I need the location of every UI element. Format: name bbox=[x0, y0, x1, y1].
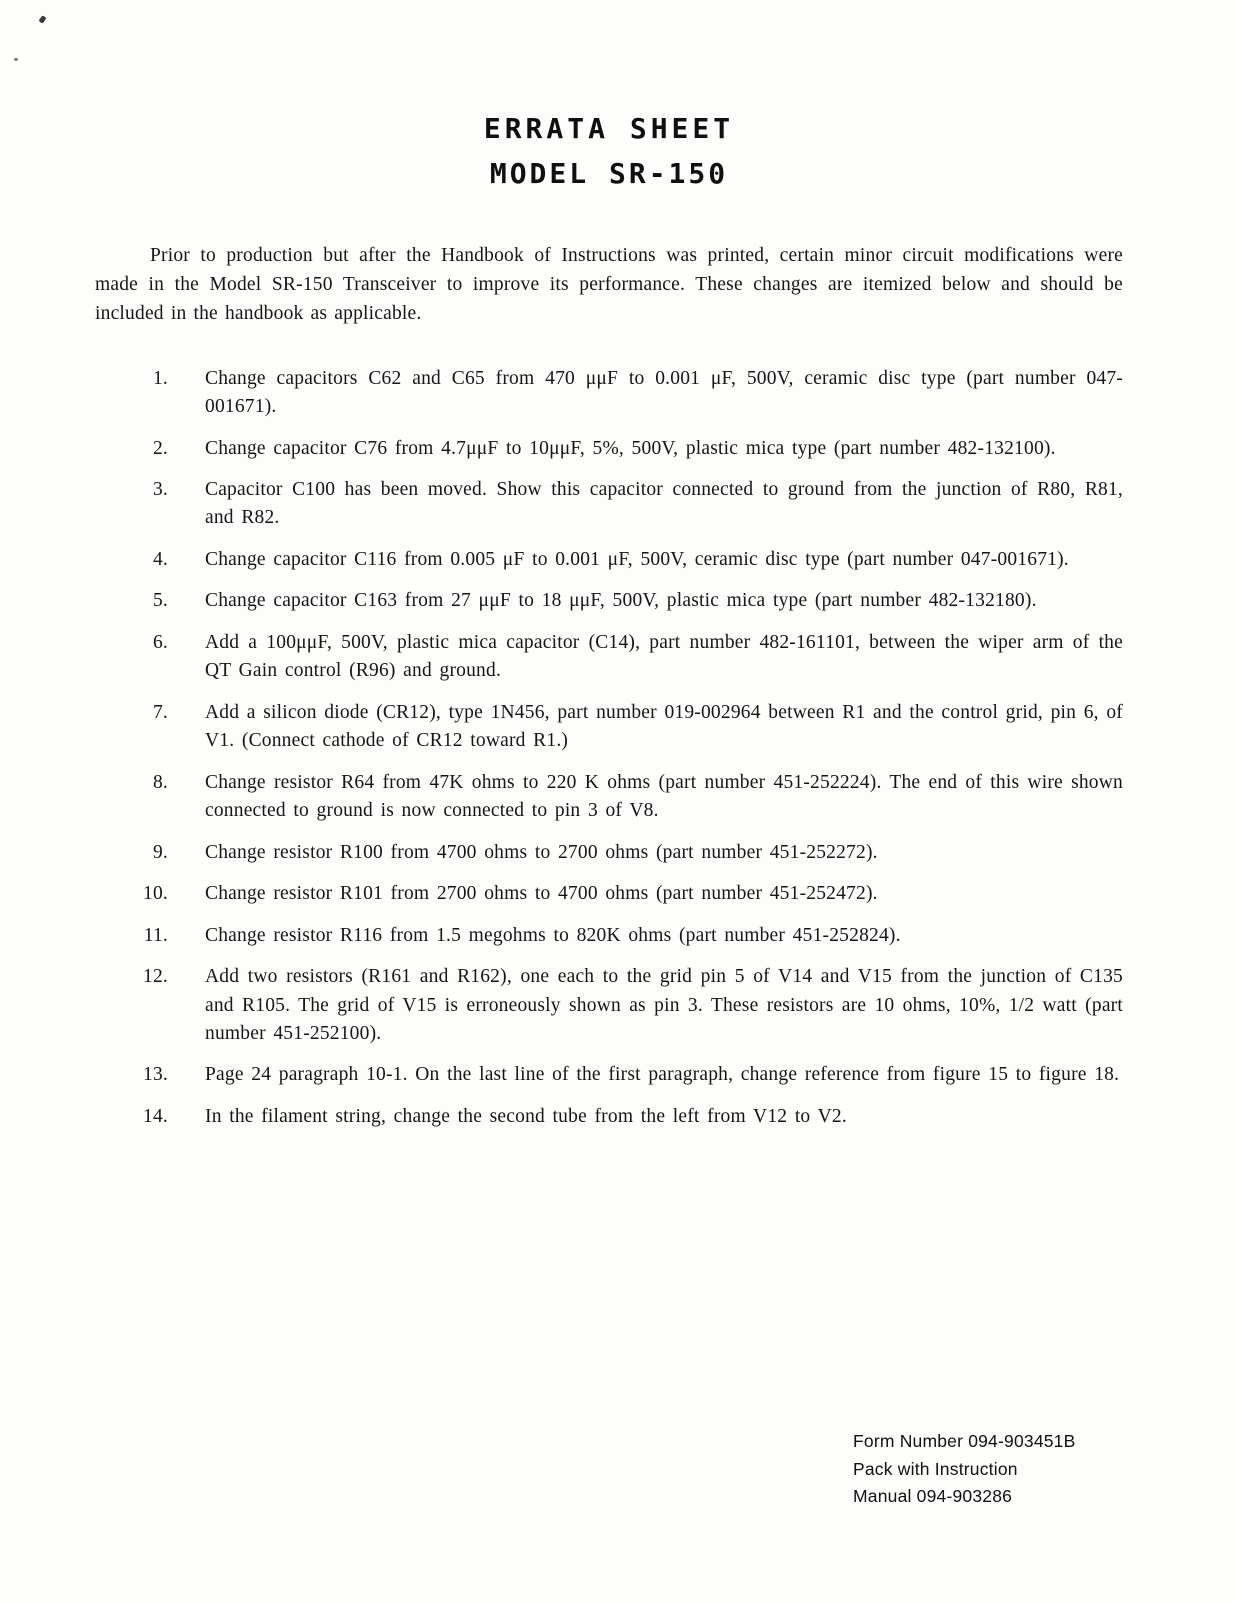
footer-pack-note: Pack with Instruction bbox=[853, 1458, 1018, 1479]
errata-item-text: Add a 100μμF, 500V, plastic mica capacitor (C14), part number 482-161101, between the wiper arm of the QT Gain control (R96) and ground. bbox=[205, 631, 1123, 682]
errata-item-number: 3. bbox=[152, 478, 168, 500]
errata-item-number: 7. bbox=[152, 701, 168, 723]
errata-item bbox=[95, 1061, 1123, 1089]
errata-item-text: Change resistor R100 from 4700 ohms to 2700 ohms (part number 451-252272). bbox=[205, 841, 878, 863]
errata-item bbox=[95, 839, 1123, 867]
errata-item-number: 1. bbox=[152, 367, 168, 389]
document-title: ERRATA SHEET bbox=[483, 112, 735, 145]
errata-item-number: 11. bbox=[143, 924, 168, 946]
errata-item-number: 10. bbox=[143, 883, 168, 905]
errata-item-number: 8. bbox=[152, 771, 168, 793]
title-block bbox=[95, 112, 1123, 190]
errata-item bbox=[95, 922, 1123, 950]
errata-item-text: Add a silicon diode (CR12), type 1N456, part number 019-002964 between R1 and the control grid, pin 6, of V1. (Connect cathode of CR12 toward R1.) bbox=[205, 701, 1123, 752]
errata-item-text: Change capacitor C76 from 4.7μμF to 10μμF, 5%, 500V, plastic mica type (part number 482-132100). bbox=[205, 437, 1056, 459]
footer-form-number: Form Number 094-903451B bbox=[853, 1431, 1076, 1451]
errata-item-number: 2. bbox=[152, 437, 168, 459]
scan-speckle bbox=[14, 58, 18, 61]
errata-item bbox=[95, 629, 1123, 686]
errata-item bbox=[95, 699, 1123, 756]
errata-item bbox=[95, 769, 1123, 826]
errata-item-text: Change capacitor C163 from 27 μμF to 18 μμF, 500V, plastic mica type (part number 482-132180). bbox=[205, 590, 1037, 612]
errata-item-text: In the filament string, change the second tube from the left from V12 to V2. bbox=[205, 1105, 847, 1127]
errata-item bbox=[95, 880, 1123, 908]
errata-item bbox=[95, 476, 1123, 533]
errata-item-number: 5. bbox=[152, 590, 168, 612]
errata-item bbox=[95, 587, 1123, 615]
errata-item bbox=[95, 546, 1123, 574]
errata-item bbox=[95, 435, 1123, 463]
footer-manual-number: Manual 094-903286 bbox=[853, 1486, 1013, 1507]
errata-item bbox=[95, 963, 1123, 1048]
errata-item-text: Change resistor R101 from 2700 ohms to 4700 ohms (part number 451-252472). bbox=[205, 883, 878, 905]
errata-item-text: Add two resistors (R161 and R162), one each to the grid pin 5 of V14 and V15 from the junction of C135 and R105. The grid of V15 is erroneously shown as pin 3. These resistors are 10 ohms, 10%, 1/2 watt (part number 451-252100). bbox=[205, 966, 1123, 1045]
errata-item-text: Change resistor R64 from 47K ohms to 220 K ohms (part number 451-252224). The end of this wire shown connected to ground is now connected to pin 3 of V8. bbox=[205, 771, 1123, 822]
errata-item-text: Change capacitor C116 from 0.005 μF to 0.001 μF, 500V, ceramic disc type (part number 047-001671). bbox=[205, 548, 1069, 570]
errata-item bbox=[95, 1103, 1123, 1131]
errata-item-text: Change resistor R116 from 1.5 megohms to 820K ohms (part number 451-252824). bbox=[205, 924, 901, 946]
errata-item-text: Page 24 paragraph 10-1. On the last line of the first paragraph, change reference from figure 15 to figure 18. bbox=[205, 1064, 1120, 1086]
errata-item bbox=[95, 365, 1123, 422]
errata-item-text: Capacitor C100 has been moved. Show this capacitor connected to ground from the junction of R80, R81, and R82. bbox=[205, 478, 1123, 529]
errata-item-number: 12. bbox=[143, 966, 168, 988]
footer-note bbox=[853, 1428, 1076, 1511]
errata-item-text: Change capacitors C62 and C65 from 470 μμF to 0.001 μF, 500V, ceramic disc type (part number 047-001671). bbox=[205, 367, 1123, 418]
errata-item-number: 13. bbox=[143, 1064, 168, 1086]
errata-item-number: 14. bbox=[143, 1105, 168, 1127]
errata-item-number: 9. bbox=[152, 841, 168, 863]
errata-list bbox=[95, 365, 1123, 1132]
document-subtitle: MODEL SR-150 bbox=[489, 157, 729, 190]
intro-paragraph: Prior to production but after the Handbook of Instructions was printed, certain minor circuit modifications were made in the Model SR-150 Transceiver to improve its performance. These changes are itemized below and should be included in the handbook as applicable. bbox=[95, 245, 1123, 324]
errata-item-number: 6. bbox=[152, 631, 168, 653]
errata-item-number: 4. bbox=[152, 548, 168, 570]
